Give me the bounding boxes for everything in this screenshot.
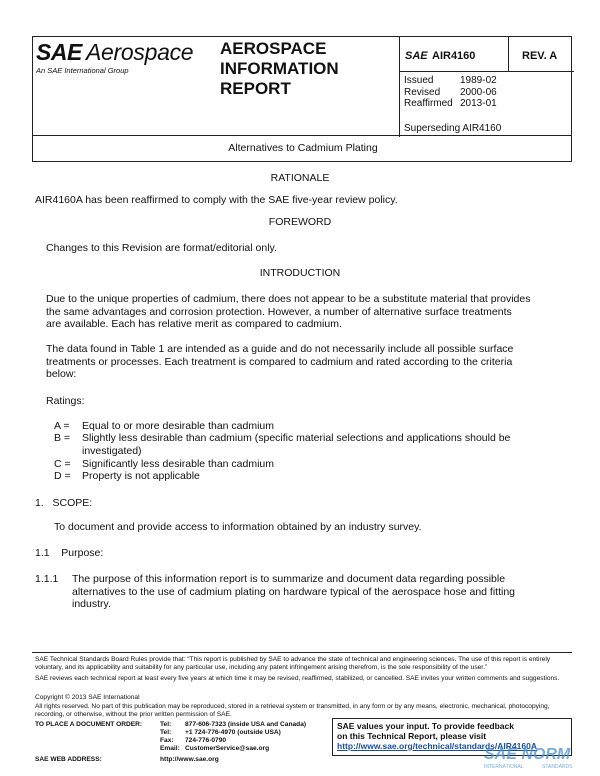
text-line: industry.	[72, 598, 111, 610]
purpose-heading: 1.1 Purpose:	[35, 547, 104, 559]
text-line: alternatives to the use of cadmium plating on hardware typical of the aerospace hose and fitting	[72, 585, 516, 598]
watermark-sub: STANDARDS	[542, 764, 573, 770]
feedback-link[interactable]: http://www.sae.org/technical/standards/AIR4160A	[337, 741, 537, 751]
subject-box	[32, 136, 572, 162]
revised-date: 2000-06	[460, 86, 497, 98]
feedback-text: on this Technical Report, please visit	[337, 731, 487, 741]
watermark-sub: INTERNATIONAL	[484, 764, 524, 770]
doc-id-cell	[400, 37, 509, 72]
rating-item	[54, 470, 554, 483]
rating-text: Significantly less desirable than cadmium	[82, 458, 275, 470]
scope-text: To document and provide access to information obtained by an industry survey.	[54, 521, 422, 533]
issued-date: 1989-02	[460, 75, 497, 86]
reaffirmed-date: 2013-01	[460, 98, 497, 109]
sae-aerospace-logo	[33, 37, 213, 137]
intro-paragraph-1	[46, 293, 556, 331]
section-number: 1.1.1	[35, 573, 59, 585]
issued-label: Issued	[404, 75, 434, 86]
header-box	[32, 36, 572, 136]
rating-label: D =	[54, 470, 71, 482]
text-line: Due to the unique properties of cadmium, there does not appear to be a substitute material that provides	[46, 293, 531, 305]
contact-label: Tel:	[160, 729, 172, 736]
reaffirmed-label: Reaffirmed	[404, 98, 453, 109]
rating-text: Equal to or more desirable than cadmium	[82, 420, 275, 432]
foreword-text: Changes to this Revision are format/editorial only.	[46, 242, 277, 254]
contact-label: Tel:	[160, 721, 172, 728]
text-line: The purpose of this information report is to summarize and document data regarding possible	[72, 573, 506, 585]
footer-rights-text: All rights reserved. No part of this publication may be reproduced, stored in a retrieval system or transmitted, in any form or by any means, electronic, mechanical, photocopying, recording, or otherwise, without the prior written permission of SAE.	[35, 703, 550, 718]
logo-product: Aerospace	[86, 39, 194, 65]
intro-paragraph-2	[46, 343, 556, 381]
order-label: TO PLACE A DOCUMENT ORDER:	[35, 721, 143, 728]
report-type-title	[220, 39, 400, 99]
contact-label: Email:	[160, 745, 180, 752]
text-line: The data found in Table 1 are intended as a guide and do not necessarily include all possible surface	[46, 343, 514, 355]
rating-item	[54, 432, 554, 457]
sae-norm-watermark	[480, 742, 590, 772]
footer-divider	[32, 652, 572, 653]
footer-copyright: Copyright © 2013 SAE International	[35, 694, 140, 701]
purpose-paragraph	[72, 573, 572, 611]
contact-value: +1 724-776-4970 (outside USA)	[185, 729, 281, 736]
foreword-heading: FOREWORD	[268, 216, 332, 228]
footer-review-text: SAE reviews each technical report at least every five years at which time it may be revised, reaffirmed, stabilized, or cancelled. SAE invites your written comments and suggestions.	[35, 675, 560, 682]
rating-item	[54, 420, 554, 433]
rating-text: investigated)	[82, 444, 142, 457]
rating-text: Property is not applicable	[82, 470, 200, 482]
text-line: the same advantages and corrosion protection. However, a number of alternative surface treatments	[46, 305, 512, 318]
ratings-label: Ratings:	[46, 395, 85, 407]
document-dates	[404, 75, 497, 110]
sae-small-logo: SAE	[405, 50, 428, 62]
watermark-brand: SAE NORM	[484, 746, 571, 763]
revision-cell	[508, 37, 574, 72]
logo-subtitle: An SAE International Group	[36, 66, 129, 75]
feedback-text: SAE values your input. To provide feedback	[337, 721, 514, 731]
text-line: are available. Each has relative merit as compared to cadmium.	[46, 318, 342, 330]
logo-brand: SAE	[36, 39, 82, 65]
footer-rules-text: SAE Technical Standards Board Rules provide that: “This report is published by SAE to advance the state of technical and engineering sciences. The use of this report is entirely voluntary, and its applicability and suitability for any particular use, including any patent infringement arising therefrom, is the sole responsibility of the user.”	[35, 656, 551, 671]
contact-value: 877-606-7323 (inside USA and Canada)	[185, 721, 307, 728]
title-line: AEROSPACE	[220, 39, 327, 58]
rating-label: C =	[54, 458, 71, 470]
contact-label: Fax:	[160, 737, 174, 744]
revised-label: Revised	[404, 86, 441, 98]
document-subject: Alternatives to Cadmium Plating	[228, 142, 378, 154]
rationale-text: AIR4160A has been reaffirmed to comply with the SAE five-year review policy.	[35, 194, 398, 206]
web-address-link[interactable]: http://www.sae.org	[160, 756, 219, 763]
rating-text: Slightly less desirable than cadmium (specific material selections and applications should be	[82, 432, 511, 444]
title-line: INFORMATION	[220, 59, 339, 78]
superseding-note: Superseding AIR4160	[404, 123, 502, 134]
contact-value: 724-776-0790	[185, 737, 227, 744]
document-info-panel	[399, 37, 574, 137]
web-label: SAE WEB ADDRESS:	[35, 756, 102, 763]
text-line: treatments or processes. Each treatment is compared to cadmium and rated according to the criteria	[46, 355, 513, 368]
introduction-heading: INTRODUCTION	[259, 267, 341, 279]
contact-email[interactable]: CustomerService@sae.org	[185, 745, 270, 752]
rating-label: B =	[54, 432, 71, 444]
rationale-heading: RATIONALE	[270, 172, 330, 184]
document-number: AIR4160	[432, 50, 476, 62]
title-line: REPORT	[220, 79, 291, 98]
rating-label: A =	[54, 420, 70, 432]
revision-label: REV. A	[522, 50, 558, 62]
scope-heading: 1. SCOPE:	[35, 497, 93, 509]
rating-item	[54, 458, 554, 471]
text-line: below:	[46, 368, 77, 380]
